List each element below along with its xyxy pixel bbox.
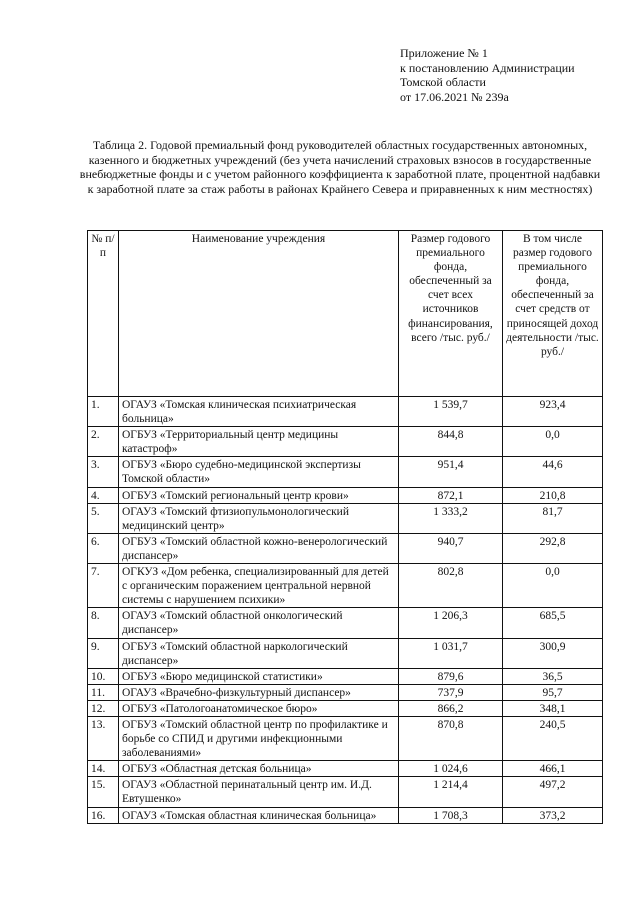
row-income-cell: 300,9 bbox=[503, 638, 603, 668]
table-row bbox=[88, 503, 603, 533]
table-row bbox=[88, 533, 603, 563]
row-total-cell: 802,8 bbox=[399, 564, 503, 608]
table-row bbox=[88, 716, 603, 760]
row-name-cell: ОГБУЗ «Патологоанатомическое бюро» bbox=[119, 700, 399, 716]
row-name-cell: ОГАУЗ «Томская клиническая психиатрическая больница» bbox=[119, 397, 399, 427]
row-num-cell: 5. bbox=[88, 503, 119, 533]
row-name-cell: ОГАУЗ «Областной перинатальный центр им. И.Д. Евтушенко» bbox=[119, 777, 399, 807]
row-income-cell: 348,1 bbox=[503, 700, 603, 716]
row-total-cell: 879,6 bbox=[399, 668, 503, 684]
header-income: В том числе размер годового премиального фонда, обеспеченный за счет средств от приносящей доход деятельности /тыс. руб./ bbox=[503, 231, 603, 397]
row-total-cell: 1 024,6 bbox=[399, 761, 503, 777]
row-name-cell: ОГАУЗ «Томский областной онкологический диспансер» bbox=[119, 608, 399, 638]
row-name-cell: ОГАУЗ «Томская областная клиническая больница» bbox=[119, 807, 399, 823]
row-name-cell: ОГКУЗ «Дом ребенка, специализированный для детей с органическим поражением центральной нервной системы с нарушением психики» bbox=[119, 564, 399, 608]
row-name-cell: ОГБУЗ «Областная детская больница» bbox=[119, 761, 399, 777]
row-num-cell: 11. bbox=[88, 684, 119, 700]
row-num-cell: 9. bbox=[88, 638, 119, 668]
row-income-cell: 923,4 bbox=[503, 397, 603, 427]
row-income-cell: 36,5 bbox=[503, 668, 603, 684]
row-name-cell: ОГБУЗ «Томский областной центр по профилактике и борьбе со СПИД и другими инфекционными заболеваниями» bbox=[119, 716, 399, 760]
table-row bbox=[88, 564, 603, 608]
row-num-cell: 3. bbox=[88, 457, 119, 487]
row-total-cell: 737,9 bbox=[399, 684, 503, 700]
row-total-cell: 844,8 bbox=[399, 427, 503, 457]
row-total-cell: 870,8 bbox=[399, 716, 503, 760]
table-row bbox=[88, 684, 603, 700]
row-income-cell: 210,8 bbox=[503, 487, 603, 503]
row-total-cell: 951,4 bbox=[399, 457, 503, 487]
appendix-line: к постановлению Администрации bbox=[400, 60, 575, 75]
row-total-cell: 1 214,4 bbox=[399, 777, 503, 807]
table-row bbox=[88, 700, 603, 716]
table-row bbox=[88, 457, 603, 487]
row-name-cell: ОГБУЗ «Томский региональный центр крови» bbox=[119, 487, 399, 503]
row-name-cell: ОГБУЗ «Бюро медицинской статистики» bbox=[119, 668, 399, 684]
row-name-cell: ОГБУЗ «Территориальный центр медицины катастроф» bbox=[119, 427, 399, 457]
row-name-cell: ОГАУЗ «Врачебно-физкультурный диспансер» bbox=[119, 684, 399, 700]
row-total-cell: 1 031,7 bbox=[399, 638, 503, 668]
appendix-line: Томской области bbox=[400, 75, 486, 89]
row-num-cell: 16. bbox=[88, 807, 119, 823]
header-num: № п/п bbox=[88, 231, 119, 397]
row-income-cell: 373,2 bbox=[503, 807, 603, 823]
row-total-cell: 866,2 bbox=[399, 700, 503, 716]
row-num-cell: 8. bbox=[88, 608, 119, 638]
row-num-cell: 1. bbox=[88, 397, 119, 427]
table-row bbox=[88, 668, 603, 684]
row-total-cell: 1 206,3 bbox=[399, 608, 503, 638]
row-income-cell: 95,7 bbox=[503, 684, 603, 700]
table-row bbox=[88, 638, 603, 668]
row-total-cell: 872,1 bbox=[399, 487, 503, 503]
row-income-cell: 685,5 bbox=[503, 608, 603, 638]
table-row bbox=[88, 487, 603, 503]
row-num-cell: 6. bbox=[88, 533, 119, 563]
row-num-cell: 15. bbox=[88, 777, 119, 807]
row-income-cell: 292,8 bbox=[503, 533, 603, 563]
row-name-cell: ОГБУЗ «Бюро судебно-медицинской экспертизы Томской области» bbox=[119, 457, 399, 487]
table-row bbox=[88, 427, 603, 457]
table-header-row bbox=[88, 231, 603, 397]
row-income-cell: 44,6 bbox=[503, 457, 603, 487]
row-num-cell: 14. bbox=[88, 761, 119, 777]
row-income-cell: 240,5 bbox=[503, 716, 603, 760]
appendix-line: Приложение № 1 bbox=[400, 46, 488, 60]
row-income-cell: 81,7 bbox=[503, 503, 603, 533]
row-name-cell: ОГБУЗ «Томский областной кожно-венерологический диспансер» bbox=[119, 533, 399, 563]
row-total-cell: 1 708,3 bbox=[399, 807, 503, 823]
row-income-cell: 0,0 bbox=[503, 427, 603, 457]
row-income-cell: 466,1 bbox=[503, 761, 603, 777]
row-name-cell: ОГАУЗ «Томский фтизиопульмонологический медицинский центр» bbox=[119, 503, 399, 533]
row-num-cell: 12. bbox=[88, 700, 119, 716]
table-row bbox=[88, 761, 603, 777]
header-total: Размер годового премиального фонда, обеспеченный за счет всех источников финансирования, всего /тыс. руб./ bbox=[399, 231, 503, 397]
appendix-line: от 17.06.2021 № 239а bbox=[400, 89, 509, 104]
row-num-cell: 4. bbox=[88, 487, 119, 503]
row-num-cell: 13. bbox=[88, 716, 119, 760]
premium-fund-table bbox=[87, 230, 603, 824]
table-row bbox=[88, 807, 603, 823]
row-total-cell: 1 333,2 bbox=[399, 503, 503, 533]
table-row bbox=[88, 608, 603, 638]
row-income-cell: 0,0 bbox=[503, 564, 603, 608]
header-name: Наименование учреждения bbox=[119, 231, 399, 397]
table-row bbox=[88, 397, 603, 427]
row-total-cell: 940,7 bbox=[399, 533, 503, 563]
row-num-cell: 10. bbox=[88, 668, 119, 684]
row-num-cell: 2. bbox=[88, 427, 119, 457]
row-name-cell: ОГБУЗ «Томский областной наркологический диспансер» bbox=[119, 638, 399, 668]
row-total-cell: 1 539,7 bbox=[399, 397, 503, 427]
table-row bbox=[88, 777, 603, 807]
row-income-cell: 497,2 bbox=[503, 777, 603, 807]
table-title: Таблица 2. Годовой премиальный фонд руководителей областных государственных автономных, казенного и бюджетных учреждений (без учета начислений страховых взносов в государственные внебюджетные фонды и с учетом районного коэффициента к заработной плате, процентной надбавки к заработной плате за стаж работы в районах Крайнего Севера и приравненных к ним местностях) bbox=[79, 138, 601, 196]
row-num-cell: 7. bbox=[88, 564, 119, 608]
appendix-block bbox=[400, 46, 575, 104]
